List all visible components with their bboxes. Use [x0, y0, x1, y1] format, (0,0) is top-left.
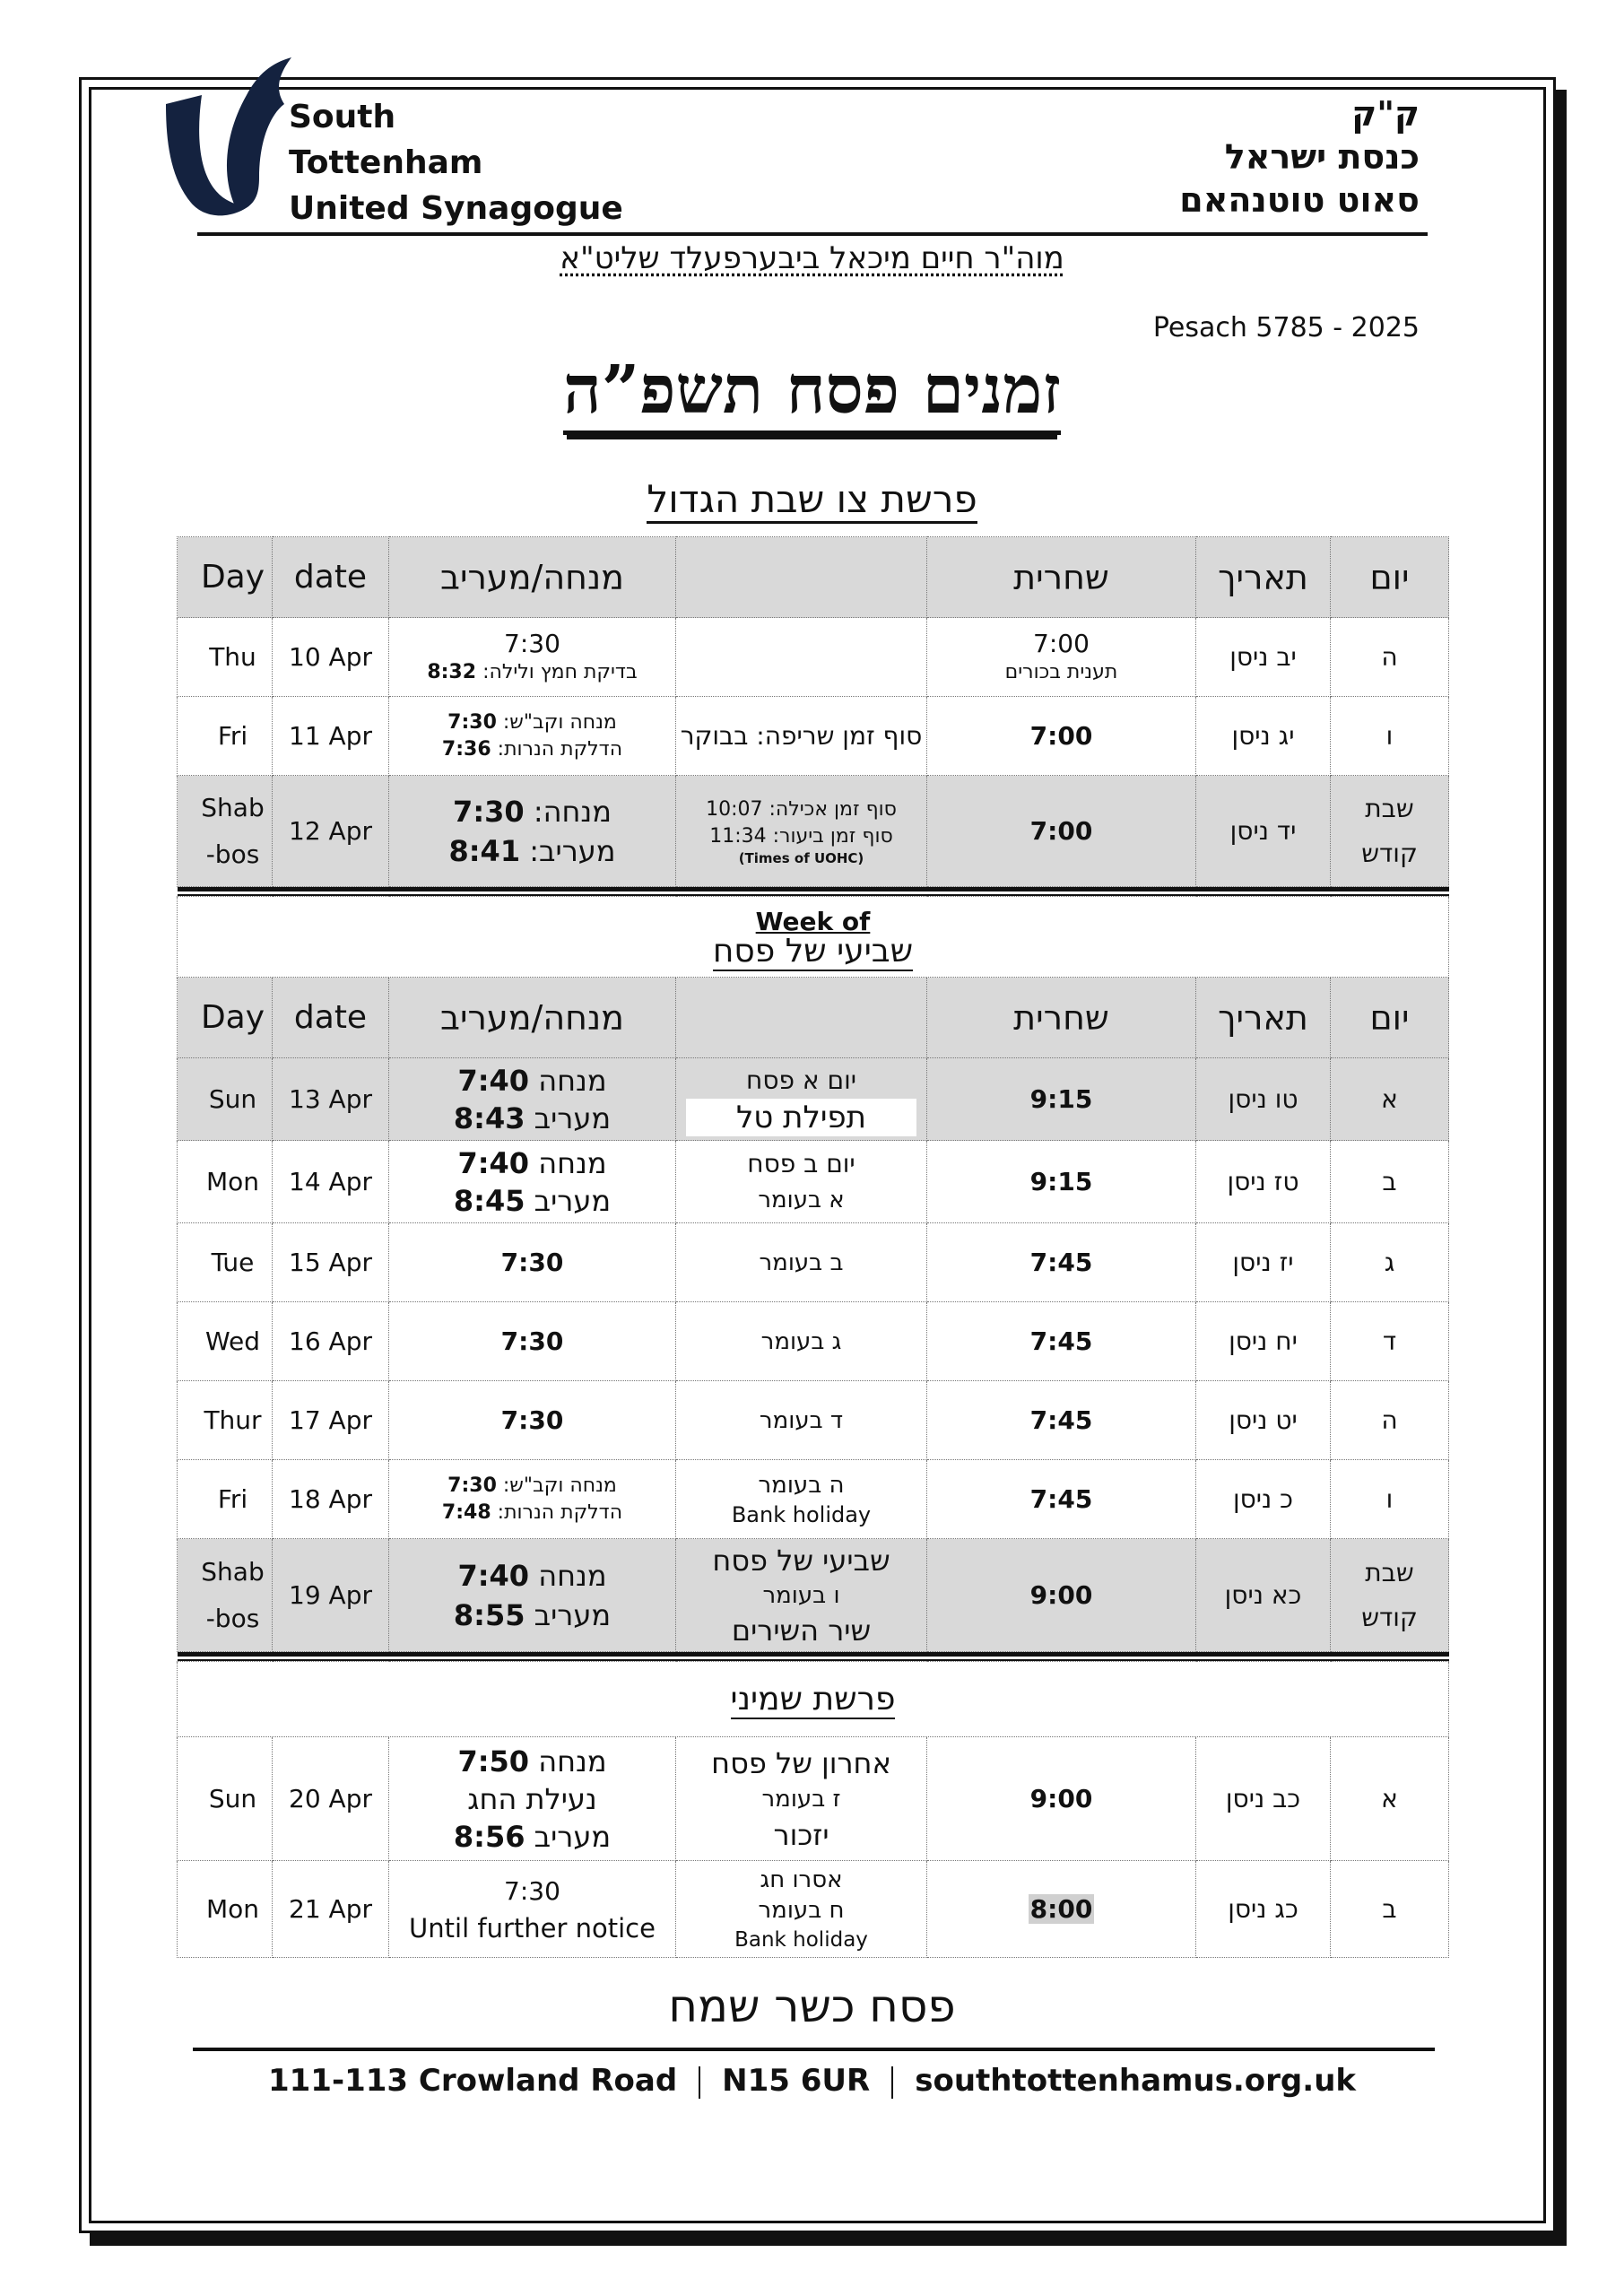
hebdate-cell: טז ניסן: [1196, 1141, 1331, 1223]
date-cell: 12 Apr: [273, 776, 389, 887]
yom-cell: ו: [1331, 697, 1449, 776]
hebrew-line: ק"ק: [1351, 94, 1420, 134]
yom-line: שבת: [1365, 1557, 1414, 1587]
pesach-year: Pesach 5785 - 2025: [1152, 312, 1420, 344]
yom-line: קודש: [1361, 1602, 1418, 1632]
shacharis-note: תענית בכורים: [1004, 660, 1118, 683]
col-date: date: [273, 978, 389, 1058]
day-cell: [178, 1539, 273, 1652]
note-line: סוף זמן אכילה: 10:07: [706, 797, 897, 821]
mincha-cell: [389, 776, 676, 887]
date-cell: 10 Apr: [273, 618, 389, 697]
notes-cell: [676, 776, 927, 887]
mincha-cell: [389, 618, 676, 697]
note-line: שיר השירים: [731, 1613, 872, 1648]
day-cell: Mon: [178, 1861, 273, 1958]
date-cell: 11 Apr: [273, 697, 389, 776]
address-street: 111-113 Crowland Road: [267, 2063, 678, 2099]
note-line: ה בעומר: [758, 1471, 845, 1499]
parsha-title-text: פרשת צו שבת הגדול: [647, 477, 977, 524]
shacharis-cell: 7:45: [927, 1302, 1196, 1381]
section-title-line1: Week of: [755, 906, 871, 936]
note-source: (Times of UOHC): [738, 849, 864, 866]
maariv-time: 8:45: [453, 1183, 525, 1218]
header-rule: [197, 232, 1428, 236]
rabbi-name: מוה"ר חיים מיכאל ביבערפעלד שליט"א: [560, 240, 1064, 276]
date-cell: 20 Apr: [273, 1737, 389, 1861]
mincha-cell: [389, 1539, 676, 1652]
col-date: date: [273, 537, 389, 618]
mincha-cell: [389, 1058, 676, 1141]
yom-cell: ו: [1331, 1460, 1449, 1539]
date-cell: 21 Apr: [273, 1861, 389, 1958]
synagogue-logo-icon: [166, 52, 296, 231]
pesach-blessing: פסח כשר שמח: [668, 1980, 956, 2032]
table-row: [178, 1141, 1449, 1223]
yom-cell: ב: [1331, 1861, 1449, 1958]
col-notes: [676, 978, 927, 1058]
hebdate-cell: כא ניסן: [1196, 1539, 1331, 1652]
mincha-notice: Until further notice: [409, 1912, 656, 1944]
yom-cell: א: [1331, 1737, 1449, 1861]
mincha-note-label: בדיקת חמץ ולילה:: [482, 660, 638, 683]
notes-cell: [676, 1058, 927, 1141]
logo-line: Tottenham: [289, 144, 483, 181]
maariv-label: מעריב: [534, 1100, 612, 1135]
maariv-time: 8:43: [453, 1100, 525, 1135]
col-mincha: מנחה/מעריב: [389, 537, 676, 618]
mincha-time: 7:40: [457, 1063, 530, 1098]
hebdate-cell: טו ניסן: [1196, 1058, 1331, 1141]
date-cell: 14 Apr: [273, 1141, 389, 1223]
maariv-label: מעריב:: [529, 833, 616, 868]
yom-cell: ג: [1331, 1223, 1449, 1302]
col-day: Day: [178, 978, 273, 1058]
footer-address: [0, 2063, 1624, 2099]
notes-cell: [676, 1737, 927, 1861]
day-line: -bos: [205, 839, 260, 869]
mincha-note-time: 8:32: [427, 660, 477, 683]
hebdate-cell: כג ניסן: [1196, 1861, 1331, 1958]
day-cell: Sun: [178, 1058, 273, 1141]
day-cell: Fri: [178, 1460, 273, 1539]
note-line: ח בעומר: [758, 1896, 845, 1924]
table-row: [178, 776, 1449, 887]
note-line: Bank holiday: [734, 1927, 868, 1952]
hebdate-cell: יב ניסן: [1196, 618, 1331, 697]
day-cell: Sun: [178, 1737, 273, 1861]
hebdate-cell: כ ניסן: [1196, 1460, 1331, 1539]
hebdate-cell: יד ניסן: [1196, 776, 1331, 887]
yom-cell: ה: [1331, 618, 1449, 697]
shacharis-cell: 7:45: [927, 1381, 1196, 1460]
shacharis-cell: 9:15: [927, 1058, 1196, 1141]
shacharis-cell: 7:45: [927, 1223, 1196, 1302]
table-row: [178, 1381, 1449, 1460]
notes-cell: ד בעומר: [676, 1381, 927, 1460]
col-hebdate: תאריך: [1196, 537, 1331, 618]
hebrew-line: כנסת ישראל: [1224, 137, 1420, 177]
note-line: שביעי של פסח: [712, 1543, 890, 1578]
date-cell: 19 Apr: [273, 1539, 389, 1652]
maariv-label: מעריב: [534, 1183, 612, 1218]
table-row: [178, 618, 1449, 697]
yom-line: שבת: [1365, 793, 1414, 823]
note-line: יום א פסח: [746, 1065, 856, 1095]
candle-label: הדלקת הנרות:: [497, 1500, 623, 1524]
note-line: אסרו חג: [760, 1866, 843, 1893]
mincha-label: מנחה: [538, 1063, 607, 1098]
yom-line: קודש: [1361, 838, 1418, 868]
col-shacharis: שחרית: [927, 978, 1196, 1058]
candle-label: הדלקת הנרות:: [497, 737, 623, 761]
mincha-time: 7:30: [453, 794, 525, 829]
date-cell: 16 Apr: [273, 1302, 389, 1381]
yom-cell: [1331, 776, 1449, 887]
hebdate-cell: יט ניסן: [1196, 1381, 1331, 1460]
neilas-hachag: נעילת החג: [467, 1781, 597, 1816]
section-title: [178, 897, 1449, 978]
divider: [699, 2066, 700, 2099]
day-cell: Mon: [178, 1141, 273, 1223]
yom-cell: ד: [1331, 1302, 1449, 1381]
logo-line: United Synagogue: [289, 190, 623, 227]
table-header-row: [178, 537, 1449, 618]
maariv-label: מעריב: [534, 1597, 612, 1632]
table-row: [178, 1737, 1449, 1861]
notes-cell: [676, 1539, 927, 1652]
shacharis-cell: 9:15: [927, 1141, 1196, 1223]
mincha-label: מנחה וקב"ש:: [502, 710, 617, 734]
date-cell: 17 Apr: [273, 1381, 389, 1460]
footer-rule: [193, 2048, 1435, 2051]
notes-cell: ב בעומר: [676, 1223, 927, 1302]
notes-cell: [676, 1861, 927, 1958]
notes-cell: [676, 1141, 927, 1223]
mincha-label: מנחה:: [533, 794, 612, 829]
website-link[interactable]: southtottenhamus.org.uk: [915, 2063, 1357, 2099]
table-row: [178, 1058, 1449, 1141]
section-title: [178, 1662, 1449, 1737]
day-line: -bos: [205, 1603, 260, 1633]
hebrew-line: סאוט טוטנהאם: [1179, 180, 1420, 220]
page-title: [0, 352, 1624, 430]
maariv-time: 8:41: [448, 833, 521, 868]
day-cell: Thur: [178, 1381, 273, 1460]
table-row: [178, 1302, 1449, 1381]
note-line: תפילת טל: [686, 1099, 916, 1136]
mincha-cell: 7:30: [389, 1381, 676, 1460]
logo-line: South: [289, 99, 396, 135]
shacharis-time: 7:00: [1033, 628, 1090, 658]
mincha-cell: [389, 1460, 676, 1539]
day-cell: Wed: [178, 1302, 273, 1381]
shacharis-cell: 9:00: [927, 1737, 1196, 1861]
day-cell: Fri: [178, 697, 273, 776]
mincha-cell: 7:30: [389, 1223, 676, 1302]
mincha-label: מנחה: [538, 1145, 607, 1180]
section-separator: [178, 887, 1449, 897]
maariv-time: 8:56: [453, 1819, 525, 1854]
section-row: [178, 1662, 1449, 1737]
day-line: Shab: [201, 1556, 265, 1587]
note-line: סוף זמן ביעור: 11:34: [709, 824, 893, 848]
section-row: [178, 897, 1449, 978]
day-line: Shab: [201, 792, 265, 822]
shacharis-cell: [927, 618, 1196, 697]
yom-cell: [1331, 1539, 1449, 1652]
col-yom: יום: [1331, 537, 1449, 618]
shacharis-cell: 7:00: [927, 776, 1196, 887]
col-notes: [676, 537, 927, 618]
day-cell: Tue: [178, 1223, 273, 1302]
hebrew-congregation-name: [1179, 92, 1420, 222]
table-row: [178, 1861, 1449, 1958]
note-line: יזכור: [773, 1817, 829, 1852]
day-cell: Thu: [178, 618, 273, 697]
parsha-title: [0, 477, 1624, 521]
table-row: [178, 1539, 1449, 1652]
table-row: [178, 1223, 1449, 1302]
col-shacharis: שחרית: [927, 537, 1196, 618]
notes-cell: סוף זמן שריפה: בבוקר: [676, 697, 927, 776]
note-line: ו בעומר: [762, 1581, 840, 1609]
schedule-table-week1: [177, 536, 1449, 1958]
day-cell: [178, 776, 273, 887]
note-line: א בעומר: [758, 1186, 845, 1213]
table-row: [178, 697, 1449, 776]
date-cell: 13 Apr: [273, 1058, 389, 1141]
mincha-cell: [389, 697, 676, 776]
mincha-time: 7:50: [457, 1744, 530, 1779]
col-yom: יום: [1331, 978, 1449, 1058]
notes-cell: [676, 618, 927, 697]
divider: [891, 2066, 893, 2099]
shacharis-cell: 7:45: [927, 1460, 1196, 1539]
mincha-label: מנחה: [538, 1744, 607, 1779]
mincha-time: 7:40: [457, 1558, 530, 1593]
mincha-cell: [389, 1861, 676, 1958]
note-line: ז בעומר: [761, 1785, 841, 1813]
mincha-time: 7:30: [447, 1474, 497, 1497]
section-title-text: פרשת שמיני: [730, 1680, 896, 1718]
col-day: Day: [178, 537, 273, 618]
shacharis-cell: 9:00: [927, 1539, 1196, 1652]
notes-cell: [676, 1460, 927, 1539]
yom-cell: א: [1331, 1058, 1449, 1141]
hebdate-cell: יז ניסן: [1196, 1223, 1331, 1302]
shacharis-cell: [927, 1861, 1196, 1958]
mincha-time: 7:40: [457, 1145, 530, 1180]
hebdate-cell: יח ניסן: [1196, 1302, 1331, 1381]
mincha-cell: [389, 1737, 676, 1861]
table-header-row: [178, 978, 1449, 1058]
page-title-text: זמנים פסח תשפ”ה: [563, 352, 1061, 435]
maariv-time: 8:55: [453, 1597, 525, 1632]
hebdate-cell: כב ניסן: [1196, 1737, 1331, 1861]
note-line: Bank holiday: [731, 1501, 872, 1527]
mincha-time: 7:30: [504, 1875, 560, 1906]
mincha-label: מנחה: [538, 1558, 607, 1593]
mincha-time: 7:30: [447, 710, 497, 734]
date-cell: 15 Apr: [273, 1223, 389, 1302]
logo-text: [289, 94, 623, 231]
candle-time: 7:48: [441, 1500, 491, 1524]
shacharis-time: 8:00: [1029, 1893, 1093, 1924]
yom-cell: ה: [1331, 1381, 1449, 1460]
note-line: יום ב פסח: [747, 1148, 855, 1178]
section-title-line2: שביעי של פסח: [712, 932, 914, 970]
candle-time: 7:36: [441, 737, 491, 761]
note-line: אחרון של פסח: [711, 1745, 891, 1780]
yom-cell: ב: [1331, 1141, 1449, 1223]
notes-cell: ג בעומר: [676, 1302, 927, 1381]
col-hebdate: תאריך: [1196, 978, 1331, 1058]
date-cell: 18 Apr: [273, 1460, 389, 1539]
section-separator: [178, 1652, 1449, 1662]
address-postcode: N15 6UR: [722, 2063, 871, 2099]
shacharis-cell: 7:00: [927, 697, 1196, 776]
maariv-label: מעריב: [534, 1819, 612, 1854]
mincha-cell: [389, 1141, 676, 1223]
hebdate-cell: יג ניסן: [1196, 697, 1331, 776]
mincha-time: 7:30: [504, 628, 560, 658]
mincha-label: מנחה וקב"ש:: [502, 1474, 617, 1497]
table-row: [178, 1460, 1449, 1539]
mincha-cell: 7:30: [389, 1302, 676, 1381]
col-mincha: מנחה/מעריב: [389, 978, 676, 1058]
